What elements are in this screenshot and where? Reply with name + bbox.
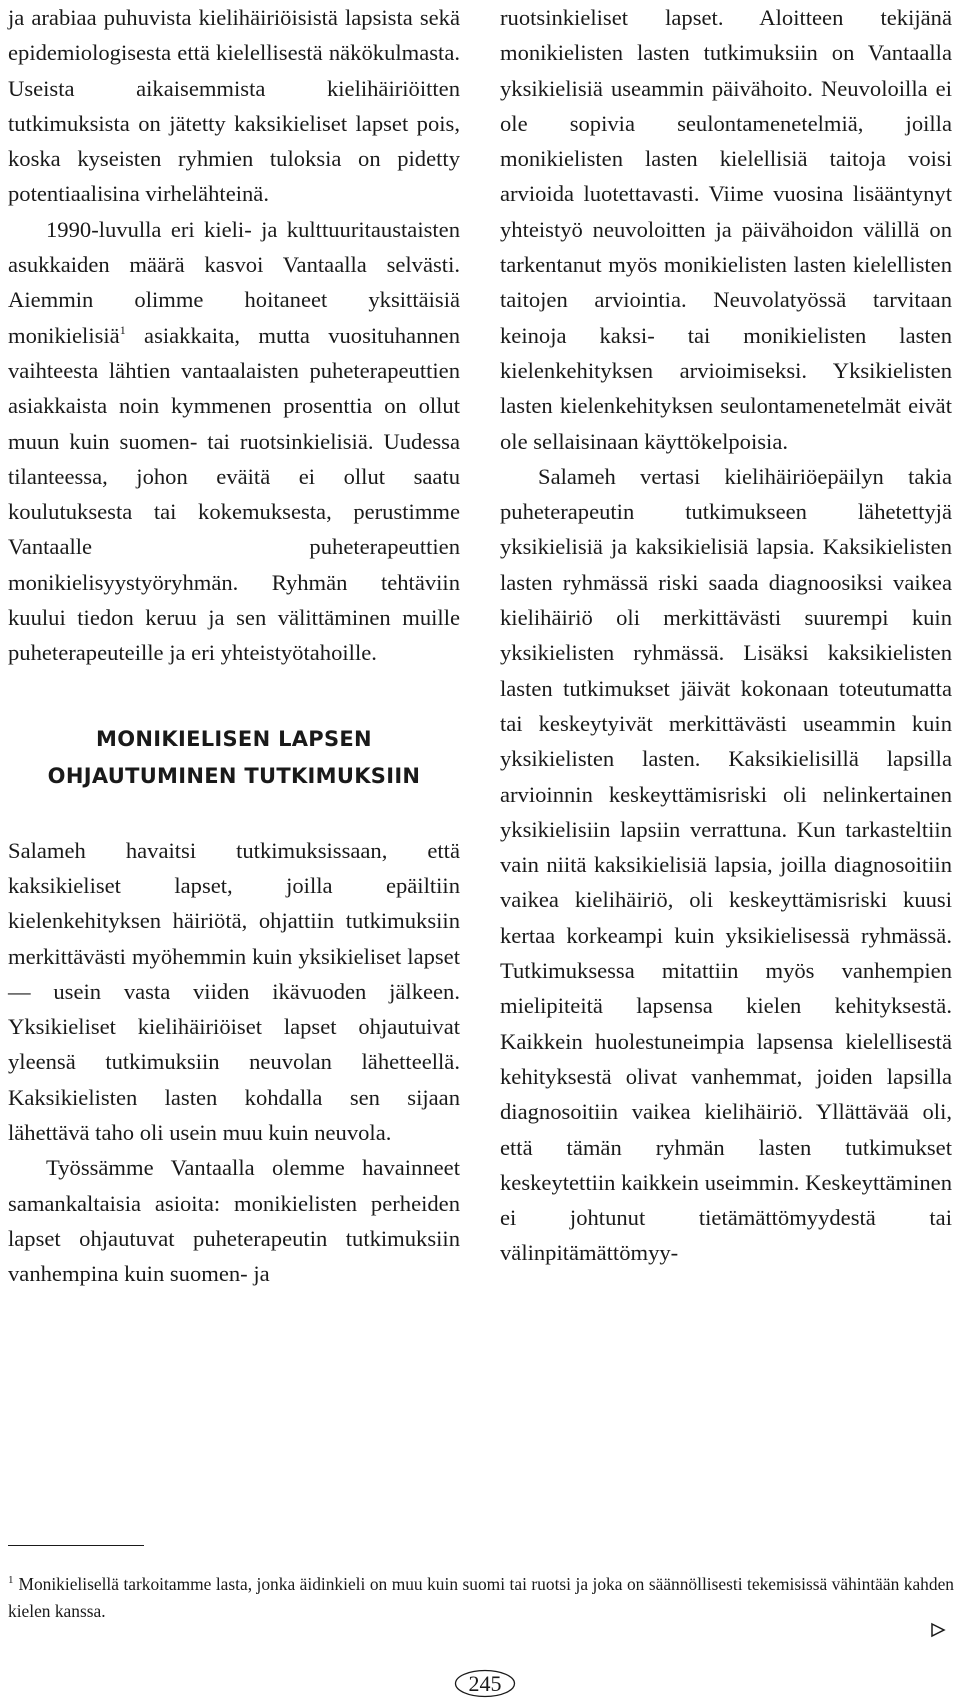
- paragraph-text: asiakkaita, mutta vuosituhannen vaihteesta lähtien vantaalaisten puheterapeuttien asiakkaista noin kymmenen prosenttia on ollut muun kuin suomen- tai ruotsinkielisiä. Uudessa tilanteessa, johon eväitä ei ollut saatu koulutuksesta tai kokemuksesta, perustimme Vantaalle puheterapeuttien monikielisyystyöryhmän. Ryhmän tehtäviin kuului tiedon keruu ja sen välittäminen muille puheterapeuteille ja eri yhteistyötahoille.: [8, 322, 460, 666]
- paragraph-text: 1990-luvulla eri kieli- ja kulttuuritaustaisten asukkaiden määrä kasvoi Vantaalla selvästi. Aiemmin olimme hoitaneet yksittäisiä monikielisiä: [8, 216, 460, 348]
- footnote-divider: [8, 1545, 144, 1546]
- left-column: [8, 0, 460, 1292]
- right-column: [500, 0, 952, 1271]
- section-heading-line: OHJAUTUMINEN TUTKIMUKSIIN: [47, 763, 421, 788]
- page-number-badge: [454, 1669, 516, 1698]
- paragraph: Salameh vertasi kielihäiriöepäilyn takia puheterapeutin tutkimukseen lähetettyjä yksikielisiä ja kaksikielisiä lapsia. Kaksikielisten lasten ryhmässä riski saada diagnoosiksi vaikea kielihäiriö oli merkittävästi suurempi kuin yksikielisten ryhmässä. Lisäksi kaksikielisten lasten tutkimukset jäivät kokonaan toteutumatta tai keskeytyivät merkittävästi useammin kuin yksikielisten lasten. Kaksikielisillä lapsilla arvioinnin keskeyttämisriski oli nelinkertainen yksikielisiin lapsiin verrattuna. Kun tarkasteltiin vain niitä kaksikielisiä lapsia, joilla diagnosoitiin vaikea kielihäiriö, oli keskeyttämisriski kuusi kertaa korkeampi kuin yksikielisessä ryhmässä. Tutkimuksessa mitattiin myös vanhempien mielipiteitä lapsensa kielen kehityksestä. Kaikkein huolestuneimpia lapsensa kielellisestä kehityksestä olivat vanhemmat, joiden lapsilla diagnosoitiin vaikea kielihäiriö. Yllättävää oli, että tämän ryhmän lasten tutkimukset keskeytettiin kaikkein useimmin. Keskeyttäminen ei johtunut tietämättömyydestä tai välinpitämättömyy-: [500, 463, 952, 1266]
- footnote-reference: 1: [119, 322, 126, 337]
- next-page-arrow-icon: [930, 1622, 946, 1638]
- footnote-marker: 1: [8, 1574, 14, 1586]
- paragraph: Työssämme Vantaalla olemme havainneet samankaltaisia asioita: monikielisten perheiden lapset ohjautuvat puheterapeutin tutkimuksiin vanhempina kuin suomen- ja: [8, 1155, 460, 1287]
- paragraph: ja arabiaa puhuvista kielihäiriöisistä lapsista sekä epidemiologisesta että kielellisestä näkökulmasta. Useista aikaisemmista kielihäiriöitten tutkimuksista on jätetty kaksikieliset lapset pois, koska kyseisten ryhmien tuloksia on pidetty potentiaalisina virhelähteinä.: [8, 5, 460, 207]
- paragraph: ruotsinkieliset lapset. Aloitteen tekijänä monikielisten lasten tutkimuksiin on Vantaalla yksikielisiä useammin päivähoito. Neuvoloilla ei ole sopivia seulontamenetelmiä, joilla monikielisten lasten kielellisiä taitoja voisi arvioida luotettavasti. Viime vuosina lisääntynyt yhteistyö neuvoloitten ja päivähoidon välillä on tarkentanut myös monikielisten lasten kielellisten taitojen arviointia. Neuvolatyössä tarvitaan keinoja kaksi- tai monikielisten lasten kielenkehityksen arvioimiseksi. Yksikielisten lasten kielenkehityksen seulontamenetelmät eivät ole sellaisinaan käyttökelpoisia.: [500, 5, 952, 454]
- paragraph: [8, 212, 460, 671]
- page-number: 245: [468, 1671, 502, 1696]
- section-heading: [8, 721, 460, 795]
- section-heading-line: MONIKIELISEN LAPSEN: [96, 726, 372, 751]
- footnote-text: Monikielisellä tarkoitamme lasta, jonka äidinkieli on muu kuin suomi tai ruotsi ja joka on säännöllisesti tekemisissä vähintään kahden kielen kanssa.: [8, 1574, 954, 1621]
- footnote: [8, 1571, 954, 1625]
- paragraph: Salameh havaitsi tutkimuksissaan, että kaksikieliset lapset, joilla epäiltiin kielenkehityksen häiriötä, ohjattiin tutkimuksiin merkittävästi myöhemmin kuin yksikieliset lapset — usein vasta viiden ikävuoden jälkeen. Yksikieliset kielihäiriöiset lapset ohjautuivat yleensä tutkimuksiin neuvolan lähetteellä. Kaksikielisten lasten kohdalla sen sijaan lähettävä taho oli usein muu kuin neuvola.: [8, 837, 460, 1146]
